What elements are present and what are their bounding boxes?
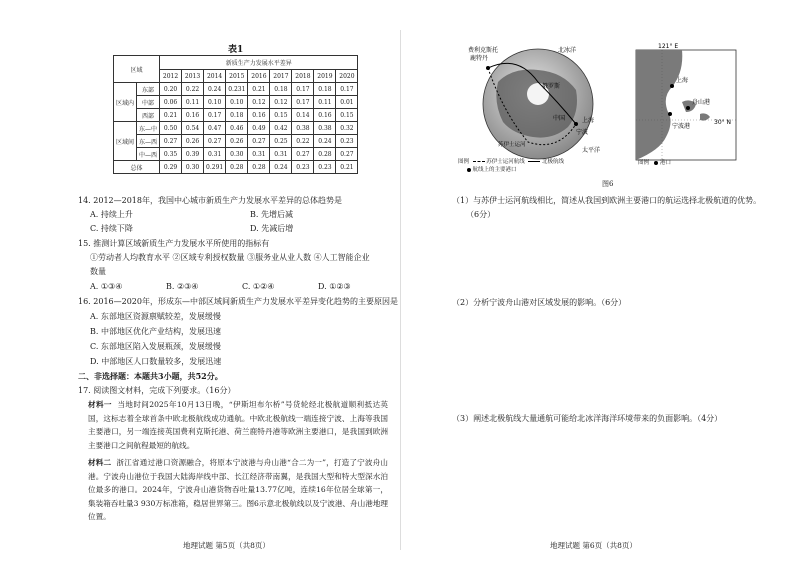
table-cell: 0.20 [160, 83, 182, 96]
table-cell: 0.46 [226, 122, 248, 135]
year-header: 2016 [248, 70, 270, 83]
table-cell: 0.50 [160, 122, 182, 135]
q16-stem: 16. 2016—2020年，形成东—中部区域间新质生产力发展水平差异变化趋势的主要原因是 [78, 297, 398, 306]
legend-arctic: 北极航线 [542, 159, 565, 165]
year-header: 2018 [292, 70, 314, 83]
figure-caption: 图6 [602, 180, 614, 188]
table-cell: 0.12 [248, 96, 270, 109]
label-china: 中国 [553, 115, 566, 122]
table-cell: 0.24 [270, 161, 292, 174]
table-row [114, 83, 358, 96]
table-cell: 0.10 [226, 96, 248, 109]
table-cell: 0.21 [336, 161, 358, 174]
table-row [114, 148, 358, 161]
table-row [114, 96, 358, 109]
legend-suez: 苏伊士运河航线 [486, 159, 525, 165]
q16-option-d[interactable]: D. 中部地区人口数量较多，发展迅速 [90, 357, 222, 366]
data-table [113, 55, 358, 174]
label-rotterdam: 鹿特丹 [470, 55, 489, 62]
felixstowe-port-dot [486, 66, 490, 70]
table-cell: 0.22 [292, 135, 314, 148]
table-cell: 0.291 [204, 161, 226, 174]
table-cell: 0.27 [248, 135, 270, 148]
material-2-text: 浙江省通过港口资源融合，将原本宁波港与舟山港“合二为一”，打造了宁波舟山港。宁波舟山港位于我国大陆海岸线中部、长江经济带南翼，是我国大型和特大型深水泊位最多的港口。2024年，宁波舟山港货物吞吐量13.77亿吨，连续16年位居全球第一，集装箱吞吐量3 930万标准箱，稳居世界第三。图6示意北极航线以及宁波港、舟山港地理位置。 [88, 458, 389, 522]
year-header: 2019 [314, 70, 336, 83]
table-cell: 0.17 [292, 96, 314, 109]
table-cell: 0.16 [248, 109, 270, 122]
table-cell: 0.11 [314, 96, 336, 109]
q16-option-c[interactable]: C. 东部地区陷入发展瓶颈，发展缓慢 [90, 342, 221, 351]
shanghai-dot [670, 84, 674, 88]
legend-title-2: 图例 [638, 160, 650, 166]
table-cell: 0.29 [160, 161, 182, 174]
table-total-row [114, 161, 358, 174]
table-cell: 0.26 [226, 135, 248, 148]
group-label: 区域间 [114, 122, 137, 161]
ningbo-port-dot-2 [668, 112, 672, 116]
row-label: 中部 [137, 96, 160, 109]
year-header: 2017 [270, 70, 292, 83]
table-row [114, 122, 358, 135]
q14-stem: 14. 2012—2018年，我国中心城市新质生产力发展水平差异的总体趋势是 [78, 196, 342, 205]
material-1-text: 当地时间2025年10月13日晚，“伊斯坦布尔桥”号货轮经北极航道顺利抵达英国，这标志着全球首条中欧北极航线成功通航。中欧北极航线一端连接宁波、上海等我国主要港口，另一端连接英国费利克斯托港、荷兰鹿特丹港等欧洲主要港口，是我国到欧洲主要港口之间航程最短的航线。 [88, 400, 389, 450]
table-cell: 0.47 [204, 122, 226, 135]
q14-option-b[interactable]: B. 先增后减 [250, 210, 293, 219]
q14-option-d[interactable]: D. 先减后增 [250, 224, 294, 233]
q15-option-d[interactable]: D. ①②③ [318, 282, 351, 291]
label-zhoushan: 舟山港 [692, 99, 711, 106]
page-footer-right: 地理试题 第6页（共8页） [550, 541, 637, 550]
table-cell: 0.17 [336, 83, 358, 96]
label-ningbo-2: 宁波港 [672, 123, 691, 130]
q15-option-a[interactable]: A. ①③④ [90, 282, 123, 291]
material-2 [88, 456, 388, 524]
section-heading: 二、非选择题：本题共3小题，共52分。 [78, 371, 223, 381]
table-cell: 0.23 [292, 161, 314, 174]
q15-opts: ①劳动者人均教育水平 ②区域专利授权数量 ③服务业从业人数 ④人工智能企业 [90, 253, 370, 262]
q16-option-b[interactable]: B. 中部地区优化产业结构，发展迅速 [90, 327, 221, 336]
table-cell: 0.22 [182, 83, 204, 96]
group-label: 区域内 [114, 83, 137, 122]
table-cell: 0.28 [248, 161, 270, 174]
table-cell: 0.11 [182, 96, 204, 109]
row-label: 西部 [137, 109, 160, 122]
arctic-route-map [458, 42, 618, 172]
table-header-row [114, 56, 358, 70]
table-cell: 0.25 [270, 135, 292, 148]
year-header: 2020 [336, 70, 358, 83]
table-cell: 0.18 [314, 83, 336, 96]
table-cell: 0.30 [182, 161, 204, 174]
q15-stem: 15. 推测计算区域新质生产力发展水平所使用的指标有 [78, 239, 270, 248]
map1-legend [458, 158, 618, 174]
map2-legend [638, 158, 671, 166]
year-header: 2012 [160, 70, 182, 83]
table-cell: 0.16 [314, 109, 336, 122]
table-cell: 0.18 [270, 83, 292, 96]
zhoushan-port-dot [686, 106, 690, 110]
label-russia: 俄罗斯 [542, 83, 561, 90]
table-cell: 0.06 [160, 96, 182, 109]
table-cell: 0.26 [182, 135, 204, 148]
metric-header: 新质生产力发展水平差异 [160, 56, 358, 70]
q15-opts-cont: 数量 [90, 267, 106, 276]
q15-option-b[interactable]: B. ②③④ [166, 282, 199, 291]
table-cell: 0.39 [182, 148, 204, 161]
legend-arctic-swatch [528, 161, 540, 162]
year-header: 2014 [204, 70, 226, 83]
table-cell: 0.15 [270, 109, 292, 122]
table-cell: 0.38 [292, 122, 314, 135]
q17-stem: 17. 阅读图文材料，完成下列要求。（16分） [78, 386, 236, 395]
table-cell: 0.31 [248, 148, 270, 161]
table-cell: 0.24 [314, 135, 336, 148]
table-cell: 0.42 [270, 122, 292, 135]
table-cell: 0.16 [182, 109, 204, 122]
label-felixstowe: 费利克斯托 [468, 47, 499, 54]
question-1-score: （6分） [466, 210, 496, 219]
table-cell: 0.15 [336, 109, 358, 122]
table-cell: 0.35 [160, 148, 182, 161]
table-cell: 0.21 [160, 109, 182, 122]
q16-option-a[interactable]: A. 东部地区资源禀赋较差，发展缓慢 [90, 312, 221, 321]
legend-port-2: 港口 [660, 160, 672, 166]
table-row [114, 109, 358, 122]
question-1: （1）与苏伊士运河航线相比，简述从我国到欧洲主要港口的航运选择北极航道的优势。 [452, 196, 762, 205]
label-longitude: 121° E [658, 43, 679, 50]
table-row [114, 135, 358, 148]
table-cell: 0.38 [314, 122, 336, 135]
table-cell: 0.30 [226, 148, 248, 161]
table-cell: 0.12 [270, 96, 292, 109]
legend-port-dot-icon [467, 168, 471, 172]
table-cell: 0.27 [204, 135, 226, 148]
label-suez: 苏伊士运河 [498, 142, 526, 148]
table-cell: 0.10 [204, 96, 226, 109]
legend-title-1: 图例 [458, 159, 470, 165]
table-cell: 0.17 [204, 109, 226, 122]
table-cell: 0.24 [204, 83, 226, 96]
label-shanghai-2: 上海 [676, 77, 689, 84]
label-ningbo-1: 宁波 [576, 129, 589, 136]
year-header: 2013 [182, 70, 204, 83]
table-cell: 0.28 [226, 161, 248, 174]
question-2: （2）分析宁波舟山港对区域发展的影响。（6分） [452, 298, 627, 307]
ningbo-port-dot [574, 122, 578, 126]
table-cell: 0.23 [336, 135, 358, 148]
row-label: 东—中 [137, 122, 160, 135]
q14-option-c[interactable]: C. 持续下降 [90, 224, 133, 233]
table-cell: 0.231 [226, 83, 248, 96]
table-cell: 0.18 [226, 109, 248, 122]
material-1-label: 材料一 [88, 400, 112, 409]
row-label: 东—西 [137, 135, 160, 148]
legend-port-1: 航线上的主要港口 [472, 167, 517, 173]
page-footer-left: 地理试题 第5页（共8页） [183, 541, 270, 550]
legend-port-dot-icon-2 [654, 161, 658, 165]
label-arctic-ocean: 北冰洋 [558, 47, 577, 54]
label-pacific: 太平洋 [582, 147, 601, 154]
table-cell: 0.31 [270, 148, 292, 161]
region-header: 区域 [114, 56, 160, 83]
table-cell: 0.31 [204, 148, 226, 161]
q14-option-a[interactable]: A. 持续上升 [90, 210, 133, 219]
table-title: 表1 [228, 45, 244, 55]
ningbo-zhoushan-map [632, 42, 742, 172]
row-label: 东部 [137, 83, 160, 96]
legend-suez-swatch [473, 161, 485, 162]
table-cell: 0.27 [292, 148, 314, 161]
right-page [400, 0, 800, 579]
table-cell: 0.17 [292, 83, 314, 96]
table-cell: 0.32 [336, 122, 358, 135]
year-header: 2015 [226, 70, 248, 83]
table-cell: 0.27 [336, 148, 358, 161]
table-cell: 0.54 [182, 122, 204, 135]
table-cell: 0.01 [336, 96, 358, 109]
table-cell: 0.27 [160, 135, 182, 148]
material-1 [88, 398, 388, 452]
table-cell: 0.21 [248, 83, 270, 96]
material-2-label: 材料二 [88, 458, 112, 467]
label-latitude: 30° N [714, 119, 732, 126]
table-cell: 0.23 [314, 161, 336, 174]
total-label: 总体 [114, 161, 160, 174]
table-cell: 0.49 [248, 122, 270, 135]
table-cell: 0.28 [314, 148, 336, 161]
row-label: 中—西 [137, 148, 160, 161]
q15-option-c[interactable]: C. ①②④ [242, 282, 275, 291]
label-shanghai-1: 上海 [582, 117, 595, 124]
table-cell: 0.14 [292, 109, 314, 122]
question-3: （3）阐述北极航线大量通航可能给北冰洋海洋环境带来的负面影响。（4分） [452, 414, 723, 423]
